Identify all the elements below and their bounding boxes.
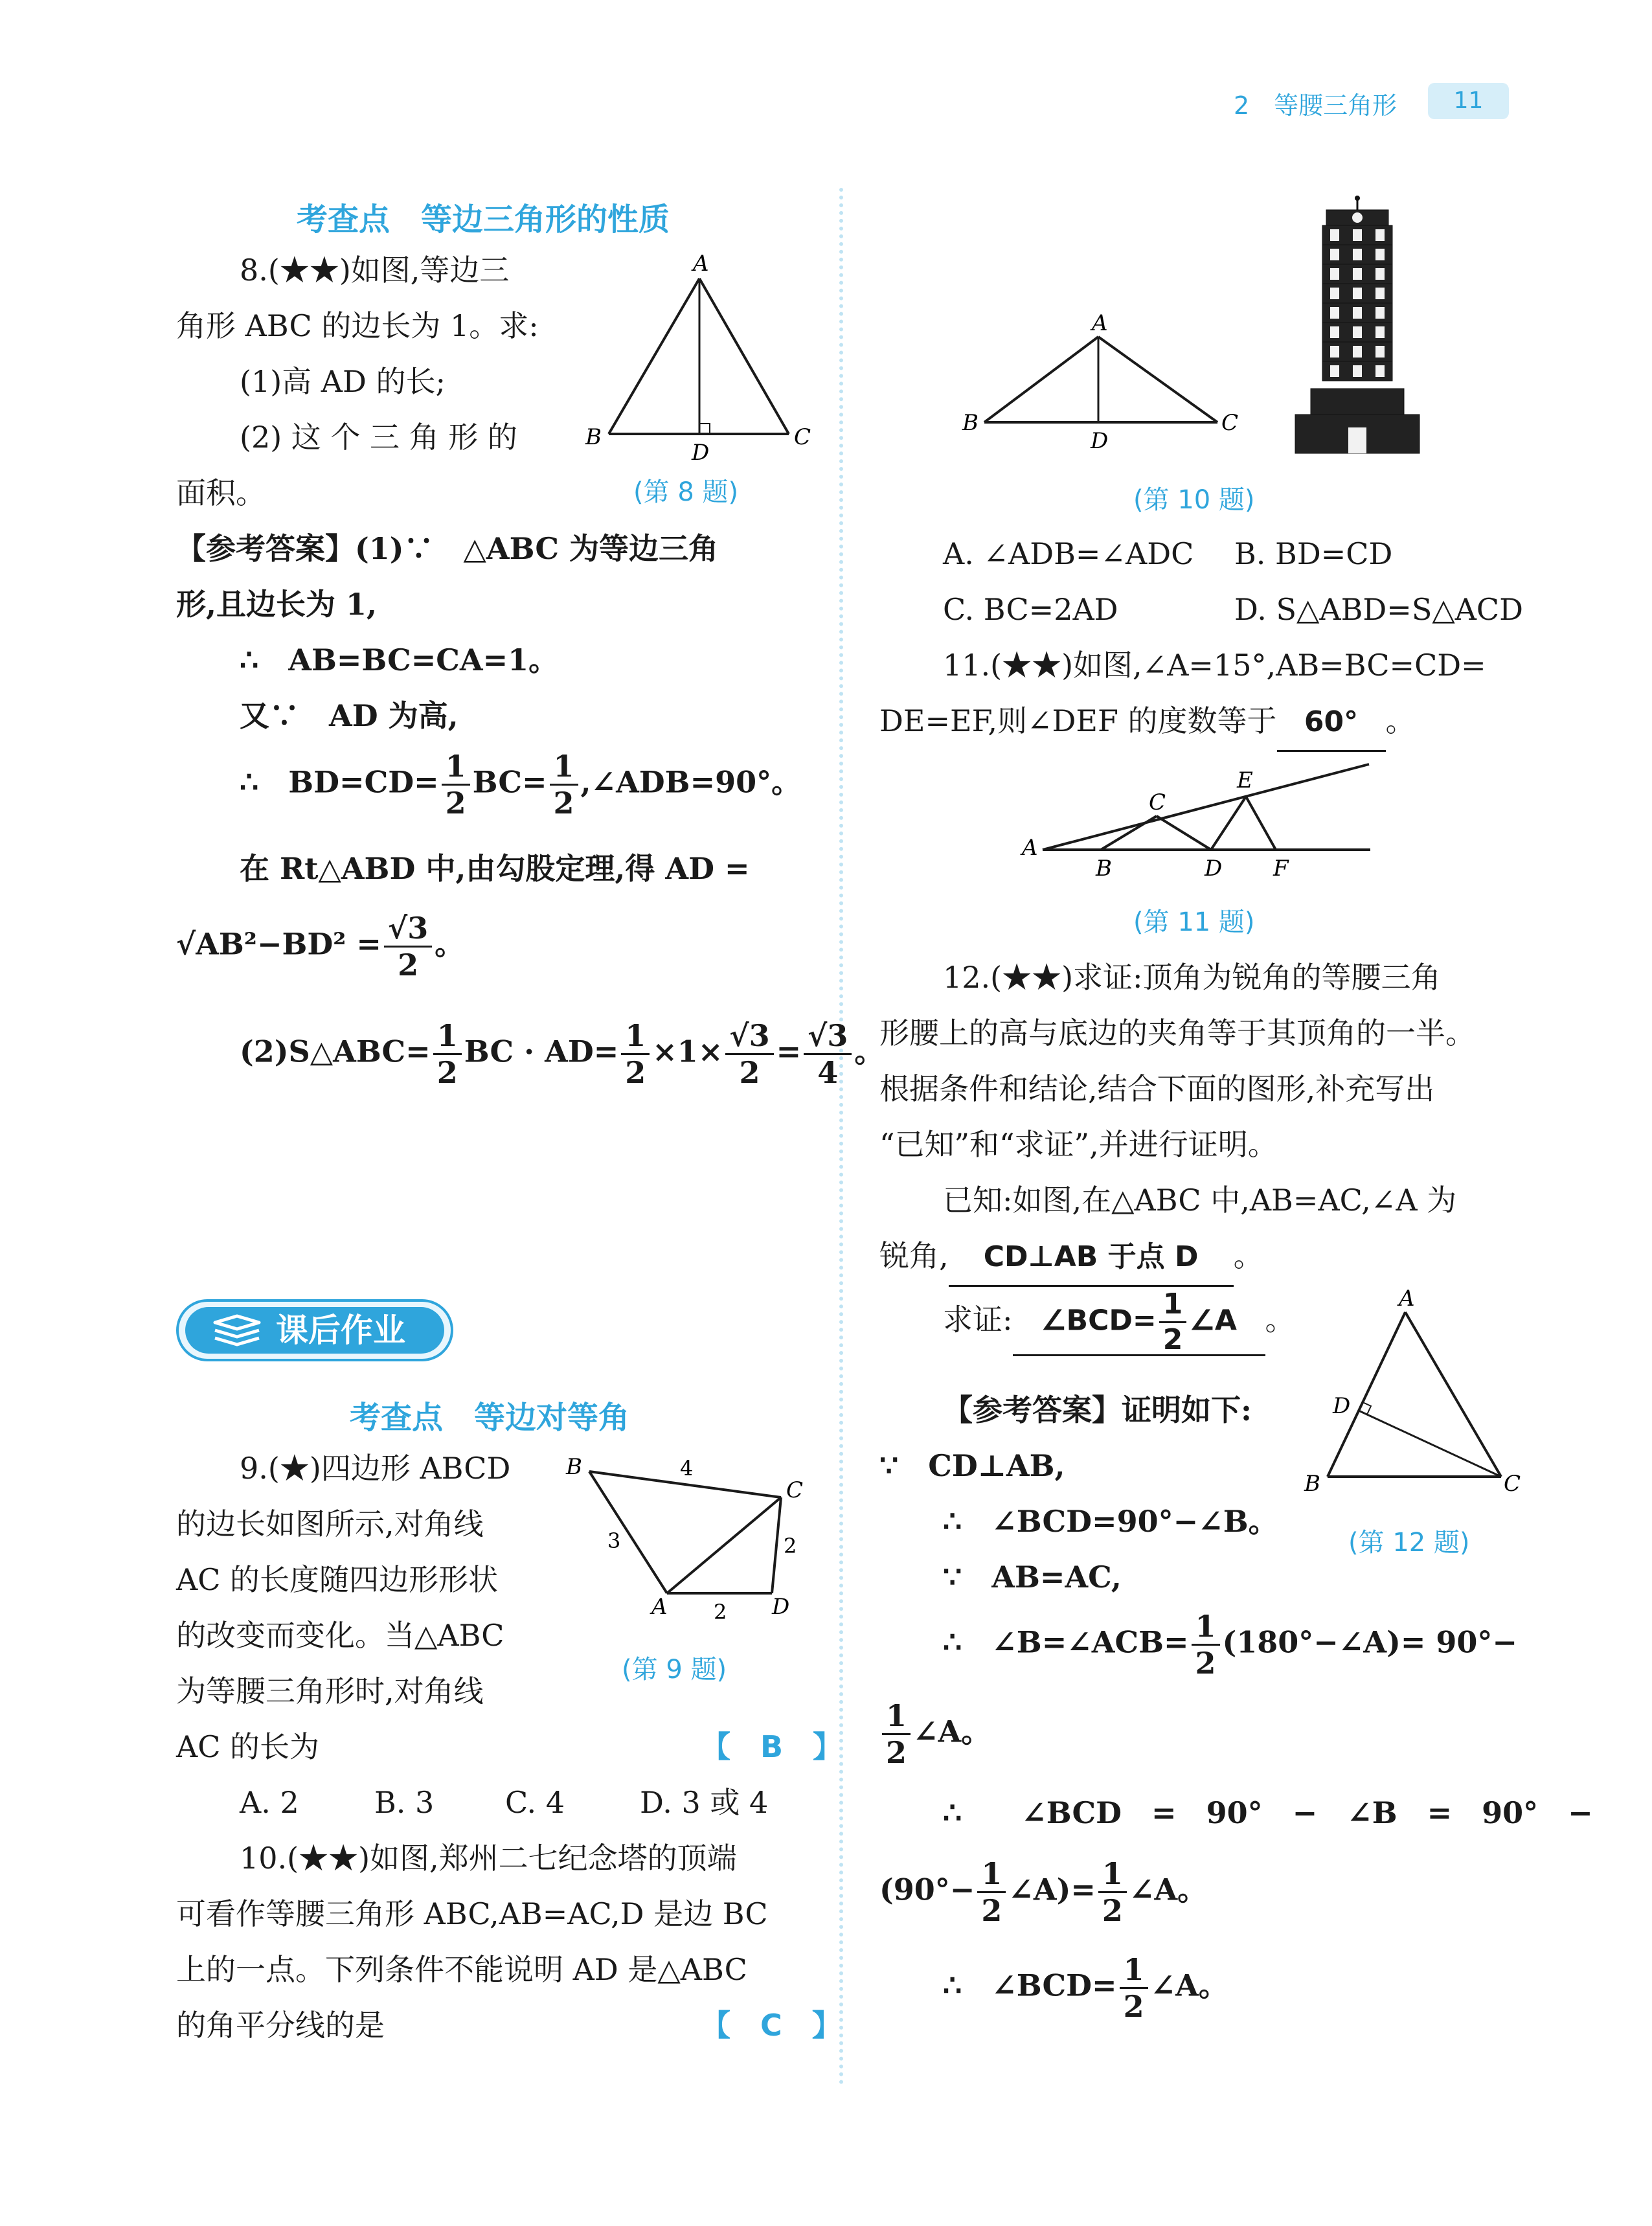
q8-answer-line1: 【参考答案】(1)∵ △ABC 为等边三角 [176,531,718,566]
q9-line5: 为等腰三角形时,对角线 [176,1674,484,1709]
q12-line3: 根据条件和结论,结合下面的图形,补充写出 [879,1071,1435,1106]
fig12-label-C: C [1504,1471,1521,1497]
q9-option-a: A. 2 [240,1785,299,1820]
q8-line2: 角形 ABC 的边长为 1。求: [176,308,539,343]
figure-9-quadrilateral [557,1444,829,1639]
q12-line1: 12.(★★)求证:顶角为锐角的等腰三角 [943,960,1441,995]
fig9-label-B: B [566,1454,582,1480]
fig9-label-C: C [786,1477,804,1503]
section-title: 2 等腰三角形 [1234,91,1397,120]
q12-proof-line7: ∴ ∠BCD = 90° − ∠B = 90° − [943,1795,1593,1830]
figure-12-caption: (第 12 题) [1348,1528,1470,1558]
fig9-label-D: D [772,1594,790,1620]
q8-answer-line6: 在 Rt△ABD 中,由勾股定理,得 AD = [240,851,750,886]
figure-12-triangle [1295,1289,1528,1509]
fig11-label-D: D [1205,856,1223,881]
fig12-label-A: A [1399,1289,1415,1312]
q10-line4: 的角平分线的是 [176,2008,385,2043]
q12-proof-line6: $\frac{1}{2}$ ∠A。 [879,1701,991,1767]
q8-answer-line8: (2)S△ABC= $\frac{1}{2}$ BC · AD= $\frac{1}{2}$ ×1× $\frac{√3}{2}$ = $\frac{√3}{4}$ 。 [240,1018,885,1090]
figure-11-caption: (第 11 题) [1133,907,1255,937]
fig10-label-B: B [962,410,979,436]
tower-illustration [1293,194,1422,460]
fig8-label-C: C [794,424,811,450]
q12-proof-line1: 【参考答案】证明如下: [943,1392,1252,1427]
figure-10-caption: (第 10 题) [1133,485,1255,515]
figure-9-caption: (第 9 题) [622,1655,727,1685]
q9-line1: 9.(★)四边形 ABCD [240,1451,511,1486]
topic-heading-equilateral: 考查点 等边三角形的性质 [297,201,670,238]
figure-8-caption: (第 8 题) [633,477,739,507]
q12-proof-line8: (90°− $\frac{1}{2}$ ∠A)= $\frac{1}{2}$ ∠A。 [879,1856,1208,1928]
q9-option-c: C. 4 [505,1785,565,1820]
fig11-label-A: A [1022,835,1038,861]
q12-proof-line4: ∵ AB=AC, [943,1560,1122,1595]
fig9-side-3: 3 [607,1528,621,1553]
q12-line4: “已知”和“求证”,并进行证明。 [879,1127,1278,1162]
q11-answer-blank: 60° [1277,694,1386,752]
q12-proof-line3: ∴ ∠BCD=90°−∠B。 [943,1504,1278,1539]
homework-section-button[interactable] [176,1299,453,1361]
q12-prove-blank: ∠BCD= $\frac{1}{2}$ ∠A [1013,1290,1265,1356]
q8-line3: (1)高 AD 的长; [240,364,446,399]
q9-line3: AC 的长度随四边形形状 [176,1562,499,1597]
q10-option-a: A. ∠ADB=∠ADC [943,536,1194,571]
fig12-label-B: B [1304,1471,1320,1497]
q9-option-d: D. 3 或 4 [640,1785,769,1820]
fig11-label-F: F [1273,856,1289,881]
q12-line5: 已知:如图,在△ABC 中,AB=AC,∠A 为 [943,1183,1457,1218]
q12-proof-line5: ∴ ∠B=∠ACB= $\frac{1}{2}$ (180°−∠A)= 90°− [943,1609,1517,1681]
figure-10-triangle [958,304,1243,453]
fig11-label-E: E [1237,767,1253,793]
q10-line2: 可看作等腰三角形 ABC,AB=AC,D 是边 BC [176,1896,768,1931]
q11-line2: DE=EF,则∠DEF 的度数等于 60° 。 [879,693,1416,752]
homework-label: 课后作业 [276,1312,405,1349]
column-divider [839,188,843,2085]
fig8-label-B: B [585,424,602,450]
q10-option-b: B. BD=CD [1234,536,1393,571]
q8-answer-line2: 形,且边长为 1, [176,587,378,622]
q12-line2: 形腰上的高与底边的夹角等于其顶角的一半。 [879,1016,1475,1051]
q8-line5: 面积。 [176,475,266,510]
q10-answer: 【 C 】 [701,2008,842,2043]
q10-option-c: C. BC=2AD [943,592,1118,627]
topic-heading-equal-sides: 考查点 等边对等角 [350,1400,630,1436]
q10-line1: 10.(★★)如图,郑州二七纪念塔的顶端 [240,1841,737,1876]
q9-line2: 的边长如图所示,对角线 [176,1506,484,1541]
q10-option-d: D. S△ABD=S△ACD [1234,592,1524,627]
fig10-label-D: D [1091,428,1109,453]
q12-line6: 锐角, CD⊥AB 于点 D 。 [879,1228,1263,1287]
fig11-label-C: C [1149,789,1166,815]
q10-line3: 上的一点。下列条件不能说明 AD 是△ABC [176,1952,747,1987]
q12-proof-line9: ∴ ∠BCD= $\frac{1}{2}$ ∠A。 [943,1952,1228,2024]
q12-given-blank: CD⊥AB 于点 D [949,1229,1234,1287]
fig11-label-B: B [1096,856,1112,881]
fig10-label-A: A [1092,310,1108,336]
q9-line6: AC 的长为 [176,1729,320,1764]
q9-line4: 的改变而变化。当△ABC [176,1618,504,1653]
books-icon [211,1313,263,1348]
q8-line1: 8.(★★)如图,等边三 [240,253,510,288]
q12-proof-line2: ∵ CD⊥AB, [879,1448,1065,1483]
fig8-label-D: D [692,440,710,466]
fig8-label-A: A [693,251,709,277]
fig9-side-4: 4 [680,1456,694,1481]
q8-answer-line7: √AB²−BD² = $\frac{√3}{2}$ 。 [176,911,465,982]
q9-answer: 【 B 】 [701,1729,843,1764]
q12-line7: 求证: ∠BCD= $\frac{1}{2}$ ∠A 。 [943,1288,1295,1356]
fig12-label-D: D [1333,1393,1351,1419]
page-number: 11 [1428,83,1509,119]
fig10-label-C: C [1221,410,1239,436]
fig9-label-A: A [651,1594,668,1620]
figure-8-triangle [570,246,816,466]
q9-option-b: B. 3 [374,1785,435,1820]
q8-answer-line5: ∴ BD=CD= $\frac{1}{2}$ BC= $\frac{1}{2}$ ,∠ADB=90°。 [240,749,802,821]
fig9-side-2-bottom: 2 [714,1600,727,1624]
q8-answer-line3: ∴ AB=BC=CA=1。 [240,642,559,677]
q11-line1: 11.(★★)如图,∠A=15°,AB=BC=CD= [943,648,1486,683]
figure-11-zigzag [1017,758,1379,881]
fig9-side-2-right: 2 [784,1534,797,1558]
q8-answer-line4: 又∵ AD 为高, [240,698,458,733]
q8-line4: (2) 这 个 三 角 形 的 [240,420,517,455]
